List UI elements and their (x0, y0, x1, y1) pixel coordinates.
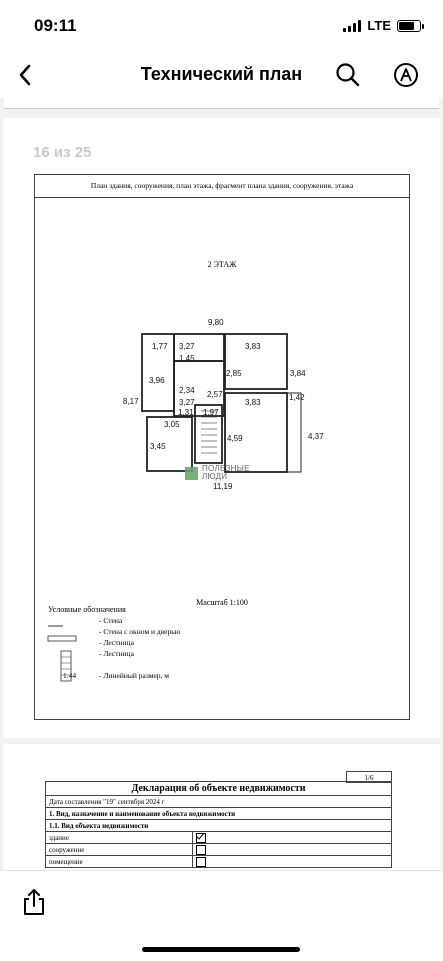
declaration-date: Дата составления "19" сентября 2024 г (46, 796, 392, 808)
share-icon (20, 887, 48, 917)
status-indicators (343, 18, 421, 33)
dim-room-c-w: 3,83 (245, 342, 261, 351)
share-button[interactable] (20, 887, 48, 917)
document-page (3, 118, 440, 738)
declaration-title: Декларация об объекте недвижимости (45, 781, 392, 795)
page-counter: 16 из 25 (33, 144, 92, 161)
declaration-page (3, 744, 440, 870)
dim-room-d-side: 2,57 (207, 390, 223, 399)
home-indicator[interactable] (142, 947, 300, 952)
battery-icon (397, 20, 421, 32)
legend-stairs-2: - Лестница (99, 649, 134, 658)
dim-top-width: 9,80 (208, 318, 224, 327)
watermark (185, 465, 250, 481)
page-title: Технический план (140, 64, 303, 84)
watermark-text: ПОЛЕЗНЫЕ ЛЮДИ (202, 464, 250, 481)
pen-markup-icon (392, 61, 420, 89)
table-row: помещение (46, 856, 392, 868)
legend-title: Условные обозначения (48, 605, 126, 614)
bottom-toolbar (0, 870, 443, 961)
status-time: 09:11 (34, 16, 77, 35)
search-button[interactable] (334, 61, 362, 89)
dim-room-c-side: 3,84 (290, 369, 306, 378)
floor-plan-frame (34, 174, 410, 720)
declaration-section-1-1: 1.1. Вид объекта недвижимости (46, 820, 392, 832)
dim-room-c-h: 2,85 (226, 369, 242, 378)
watermark-logo-icon (185, 467, 198, 480)
dim-room-e-h: 3,45 (150, 442, 166, 451)
dim-room-d-h: 2,34 (179, 386, 195, 395)
dim-left-height: 8,17 (123, 397, 139, 406)
plan-header: План здания, сооружения, план этажа, фрагмент плана здания, сооружения, этажа (35, 175, 409, 198)
dim-room-a-h: 3,96 (149, 376, 165, 385)
legend-wall-window-door: - Стена с окном и дверью (99, 627, 181, 636)
checkbox-premises[interactable] (196, 857, 206, 867)
floor-plan-drawing (35, 175, 411, 721)
checkbox-structure[interactable] (196, 845, 206, 855)
dim-room-f-w: 3,83 (245, 398, 261, 407)
dim-room-d-w: 3,27 (179, 398, 195, 407)
dim-room-f-h: 4,59 (227, 434, 243, 443)
dim-balcony: 1,42 (289, 393, 305, 402)
declaration-table (45, 795, 392, 868)
table-row: здание (46, 832, 392, 844)
network-label: LTE (367, 18, 391, 33)
legend-stairs-1: - Лестница (99, 638, 134, 647)
markup-button[interactable] (392, 61, 420, 89)
balcony (287, 393, 301, 472)
checkbox-building[interactable] (196, 833, 206, 843)
dim-bottom-width: 11,19 (213, 482, 233, 491)
scale-label: Масштаб 1:100 (196, 598, 248, 607)
dim-room-e-w: 3,05 (164, 420, 180, 429)
dim-room-b-w: 3,27 (179, 342, 195, 351)
previous-page-edge (4, 98, 439, 109)
dim-right-height: 4,37 (308, 432, 324, 441)
document-viewer[interactable] (0, 98, 443, 870)
search-icon (334, 61, 362, 89)
status-bar (0, 0, 443, 52)
legend-linear-example: 1.44 (63, 671, 77, 680)
table-row: сооружение (46, 844, 392, 856)
dim-room-b-h: 1,45 (179, 354, 195, 363)
declaration-page-number: 1/6 (346, 771, 392, 783)
legend-linear: - Линейный размер, м (99, 671, 170, 680)
floor-label: 2 ЭТАЖ (207, 260, 237, 269)
dim-stair-side: 1,31 (178, 408, 194, 417)
dim-room-a-w: 1,77 (152, 342, 168, 351)
signal-icon (343, 20, 361, 32)
nav-bar (0, 52, 443, 98)
legend-wall: - Стена (99, 616, 123, 625)
declaration-section-1: 1. Вид, назначение и наименование объекта недвижимости (46, 808, 392, 820)
dim-stair-w: 1,97 (203, 408, 219, 417)
